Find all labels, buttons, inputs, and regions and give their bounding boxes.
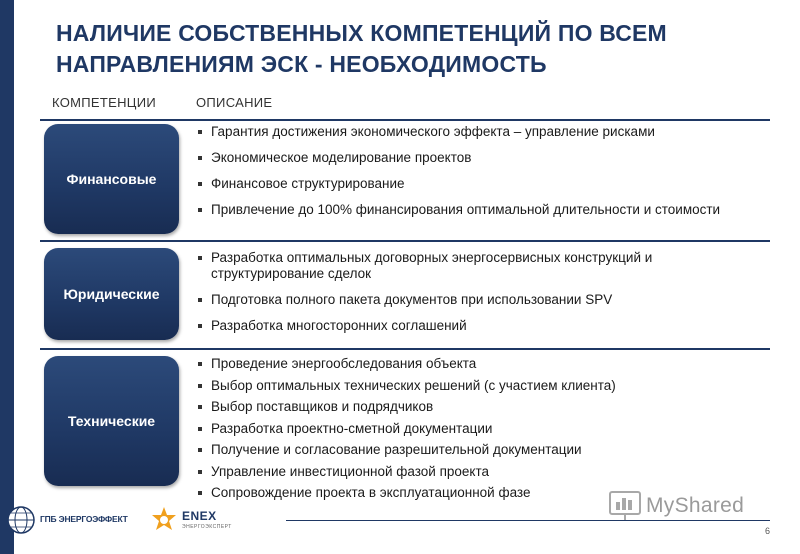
globe-logo-icon [6,505,36,535]
list-item: Управление инвестиционной фазой проекта [198,464,763,480]
list-item: Привлечение до 100% финансирования оптимальной длительности и стоимости [198,202,763,218]
column-header-description: ОПИСАНИЕ [196,95,273,110]
partner-logo-text: ENEX [182,509,217,523]
category-legal: Юридические [44,248,179,340]
list-item: Выбор оптимальных технических решений (с участием клиента) [198,378,763,394]
divider [40,240,770,242]
divider [40,119,770,121]
financial-description-list [198,124,763,228]
watermark-text: MyShared [646,494,745,517]
list-item: Гарантия достижения экономического эффекта – управление рисками [198,124,763,140]
left-accent-bar [0,0,14,554]
page-number: 6 [764,526,770,536]
divider [40,348,770,350]
category-technical: Технические [44,356,179,486]
list-item: Разработка многосторонних соглашений [198,318,763,334]
page-title: НАЛИЧИЕ СОБСТВЕННЫХ КОМПЕТЕНЦИЙ ПО ВСЕМ НАПРАВЛЕНИЯМ ЭСК - НЕОБХОДИМОСТЬ [56,20,667,77]
list-item: Финансовое структурирование [198,176,763,192]
technical-description-list [198,356,763,507]
category-financial: Финансовые [44,124,179,234]
list-item: Разработка проектно-сметной документации [198,421,763,437]
enex-logo-icon [150,506,178,534]
legal-description-list [198,250,763,344]
column-header-competencies: КОМПЕТЕНЦИИ [52,95,156,110]
list-item: Сопровождение проекта в эксплуатационной фазе [198,485,763,501]
list-item: Экономическое моделирование проектов [198,150,763,166]
list-item: Подготовка полного пакета документов при использовании SPV [198,292,763,308]
list-item: Получение и согласование разрешительной документации [198,442,763,458]
company-logo-text: ГПБ ЭНЕРГОЭФФЕКТ [40,514,128,524]
list-item: Разработка оптимальных договорных энергосервисных конструкций и структурирование сделок [198,250,763,282]
partner-logo-subtitle: ЭНЕРГОЭКСПЕРТ [182,524,232,530]
list-item: Проведение энергообследования объекта [198,356,763,372]
list-item: Выбор поставщиков и подрядчиков [198,399,763,415]
